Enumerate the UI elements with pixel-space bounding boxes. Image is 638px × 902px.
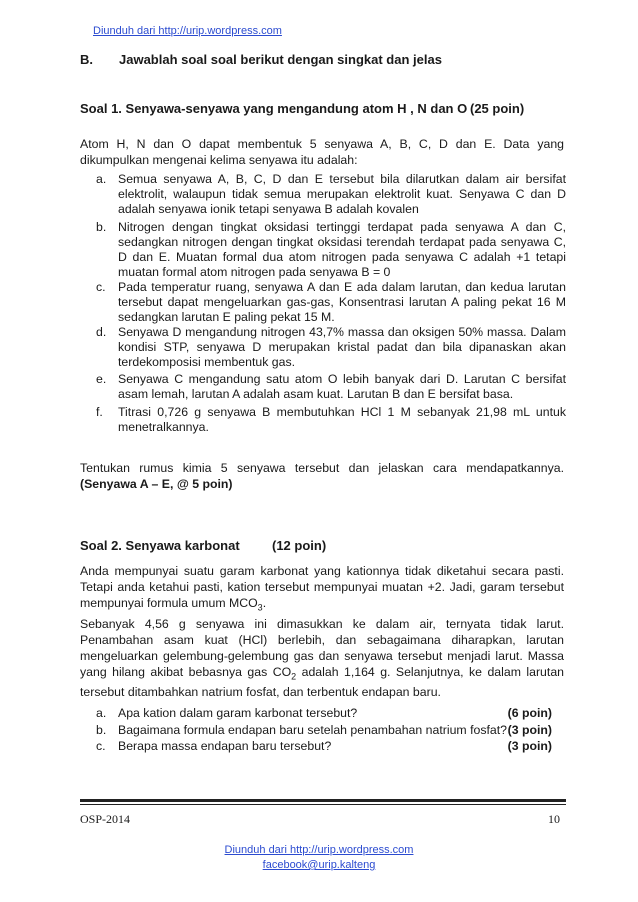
soal1-item-b: [96, 220, 566, 280]
soal2-paragraph-2: [80, 616, 564, 700]
source-link[interactable]: Diunduh dari http://urip.wordpress.com: [93, 25, 282, 37]
question-label: b.: [96, 723, 107, 737]
footer-rule-thick: [80, 799, 566, 802]
item-text: Senyawa D mengandung nitrogen 43,7% massa dan oksigen 50% massa. Dalam kondisi STP, senyawa D merupakan kristal padat dan bila dipanaskan akan terdekomposisi membentuk gas.: [118, 325, 566, 369]
question-points: (3 poin): [507, 723, 552, 737]
soal1-item-f: [96, 405, 566, 435]
soal2-title: Soal 2. Senyawa karbonat: [80, 538, 240, 553]
item-text: Titrasi 0,726 g senyawa B membutuhkan HCl 1 M sebanyak 21,98 mL untuk menetralkannya.: [118, 405, 566, 434]
question-text: Bagaimana formula endapan baru setelah penambahan natrium fosfat?: [118, 723, 507, 737]
soal1-intro: Atom H, N dan O dapat membentuk 5 senyawa A, B, C, D dan E. Data yang dikumpulkan mengenai kelima senyawa itu adalah:: [80, 137, 564, 167]
page-number: 10: [548, 812, 560, 826]
footer-rule-thin: [80, 804, 566, 805]
subscript: 2: [291, 671, 297, 682]
item-text: Senyawa C mengandung satu atom O lebih banyak dari D. Larutan C bersifat asam lemah, larutan A adalah asam kuat. Larutan B dan E bersifat basa.: [118, 372, 566, 401]
section-title: Jawablah soal soal berikut dengan singkat dan jelas: [119, 52, 442, 67]
item-label: c.: [96, 280, 106, 294]
soal2-question-a: [96, 706, 552, 722]
para-text: .: [262, 596, 267, 610]
question-label: c.: [96, 739, 106, 753]
soal1-points: (25 poin): [470, 101, 525, 116]
soal2-paragraph-1: [80, 563, 564, 615]
para-text: Sebanyak 4,56 g senyawa ini dimasukkan ke dalam air, ternyata tidak larut. Penambahan asam kuat (HCl) berlebih, dan sebagaimana diharapkan, larutan mengeluarkan gelembung-gelembung gas dan senyawa tersebut menjadi larut. Massa yang hilang akibat bebasnya gas CO: [80, 617, 564, 679]
soal1-task: [80, 460, 564, 492]
item-label: f.: [96, 405, 103, 419]
task-text: Tentukan rumus kimia 5 senyawa tersebut dan jelaskan cara mendapatkannya.: [80, 461, 564, 475]
soal2-question-b: [96, 723, 552, 739]
soal1-item-c: [96, 280, 566, 325]
footer-exam-label: OSP-2014: [80, 812, 131, 826]
item-label: a.: [96, 172, 107, 186]
item-label: e.: [96, 372, 107, 386]
para-text: Anda mempunyai suatu garam karbonat yang kationnya tidak diketahui secara pasti. Tetapi anda ketahui pasti, kation tersebut mempunyai muatan +2. Jadi, garam tersebut mempunyai formula umum MCO: [80, 564, 564, 610]
subscript: 3: [257, 602, 263, 613]
question-points: (6 poin): [507, 706, 552, 720]
item-text: Pada temperatur ruang, senyawa A dan E ada dalam larutan, dan kedua larutan tersebut dapat mengeluarkan gas-gas, Konsentrasi larutan A paling pekat 16 M sedangkan larutan E paling pekat 15 M.: [118, 280, 566, 324]
soal1-item-a: [96, 172, 566, 217]
item-text: Nitrogen dengan tingkat oksidasi tertinggi terdapat pada senyawa A dan C, sedangkan nitrogen dengan tingkat oksidasi terendah terdapat pada senyawa C, D dan E. Muatan formal dua atom nitrogen pada senyawa C adalah +1 tetapi muatan formal atom nitrogen pada senyawa B = 0: [118, 220, 566, 279]
para-text: adalah 1,164 g. Selanjutnya, ke dalam larutan tersebut ditambahkan natrium fosfat, dan terbentuk endapan baru.: [80, 665, 564, 700]
soal1-item-d: [96, 325, 566, 370]
soal1-item-e: [96, 372, 566, 402]
item-text: Semua senyawa A, B, C, D dan E tersebut bila dilarutkan dalam air bersifat elektrolit, walaupun tidak semua merupakan elektrolit kuat. Senyawa C dan D adalah senyawa ionik tetapi senyawa B adalah kovalen: [118, 172, 566, 216]
task-points: (Senyawa A – E, @ 5 poin): [80, 477, 233, 491]
footer-source-link[interactable]: Diunduh dari http://urip.wordpress.com: [224, 844, 414, 856]
soal2-question-c: [96, 739, 552, 755]
question-text: Berapa massa endapan baru tersebut?: [118, 739, 332, 753]
section-letter: B.: [80, 52, 93, 67]
soal2-points: (12 poin): [272, 538, 327, 553]
question-points: (3 poin): [507, 739, 552, 753]
question-label: a.: [96, 706, 107, 720]
footer-facebook-link[interactable]: facebook@urip.kalteng: [262, 859, 376, 871]
item-label: d.: [96, 325, 107, 339]
item-label: b.: [96, 220, 107, 234]
soal1-title: Soal 1. Senyawa-senyawa yang mengandung atom H , N dan O: [80, 101, 468, 116]
question-text: Apa kation dalam garam karbonat tersebut?: [118, 706, 358, 720]
